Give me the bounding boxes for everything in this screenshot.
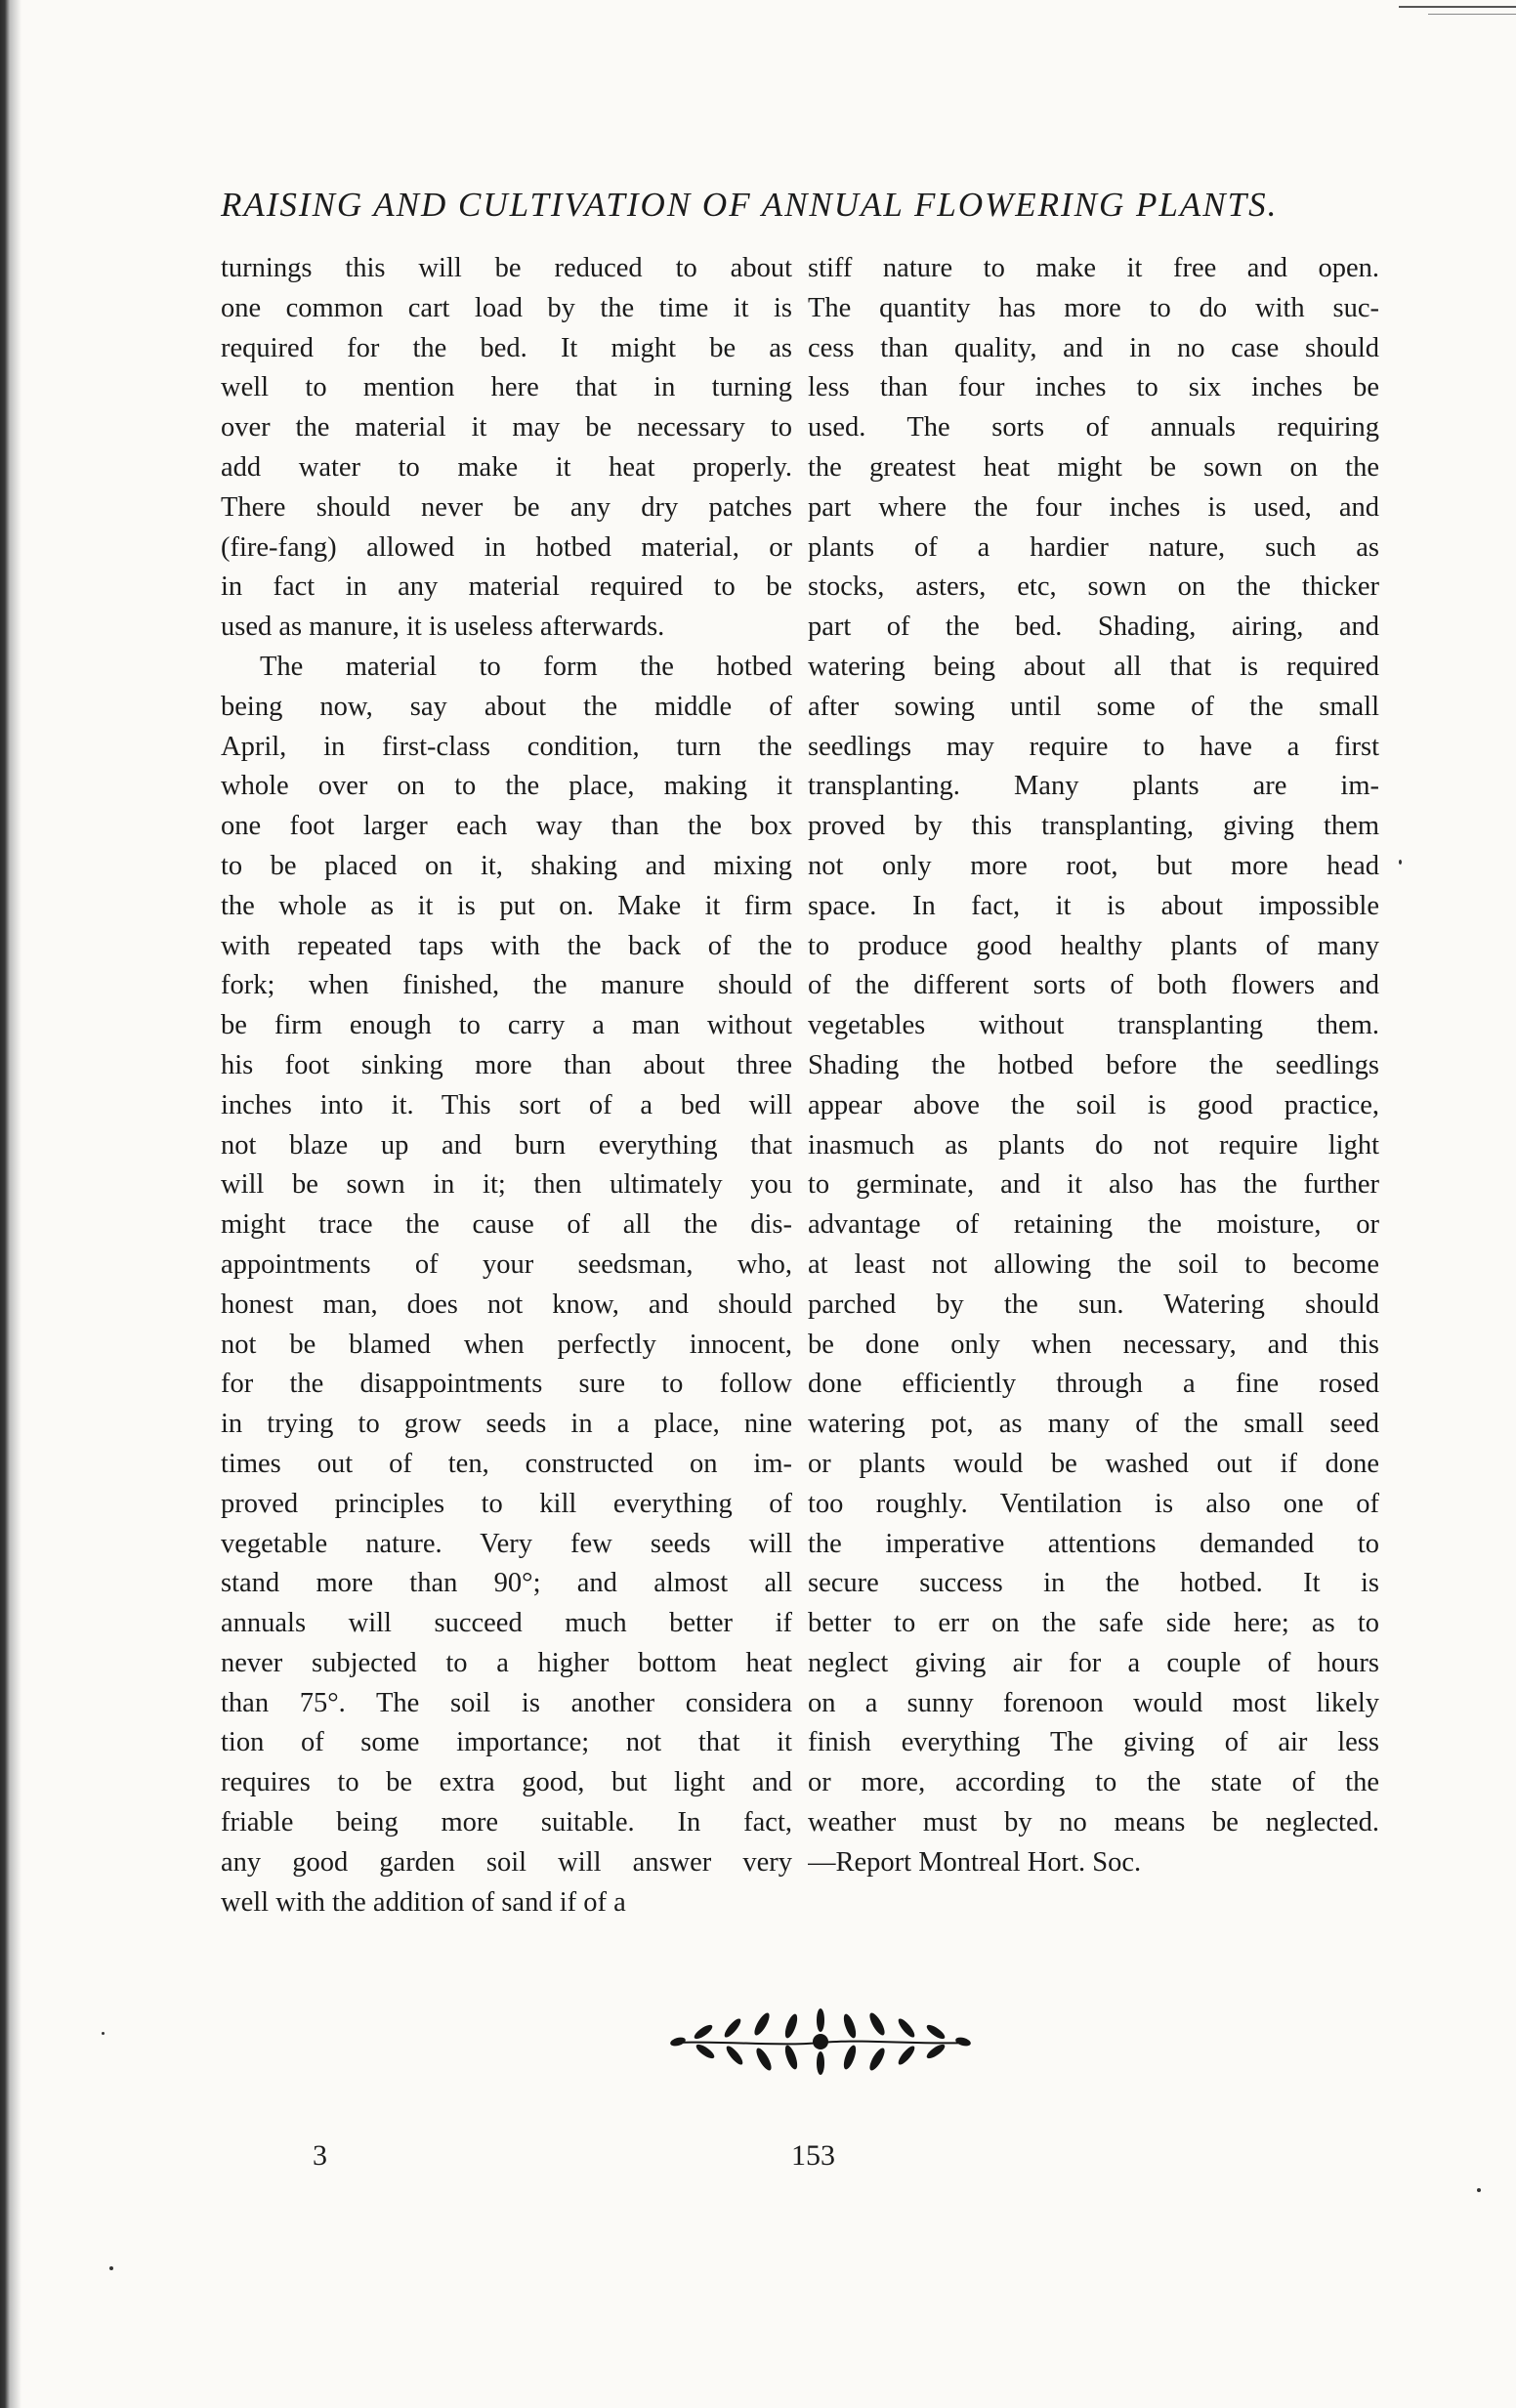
text-line: to be placed on it, shaking and mixing: [221, 850, 792, 881]
page-number: 153: [791, 2139, 835, 2172]
text-line: inasmuch as plants do not require light: [808, 1129, 1379, 1161]
text-line: appear above the soil is good practice,: [808, 1089, 1379, 1120]
text-line: be firm enough to carry a man without: [221, 1010, 792, 1041]
text-line: inches into it. This sort of a bed will: [221, 1089, 792, 1120]
text-line: weather must by no means be neglected.: [808, 1807, 1379, 1838]
text-line: secure success in the hotbed. It is: [808, 1568, 1379, 1599]
leaf-garland-ornament-icon: [664, 2003, 977, 2081]
text-line: The quantity has more to do with suc-: [808, 292, 1379, 323]
text-line: part where the four inches is used, and: [808, 491, 1379, 523]
text-line: to germinate, and it also has the further: [808, 1169, 1379, 1201]
print-speck: [109, 2266, 113, 2270]
text-line: at least not allowing the soil to become: [808, 1248, 1379, 1280]
text-line: (fire-fang) allowed in hotbed material, or: [221, 531, 792, 563]
text-line: vegetables without transplanting them.: [808, 1010, 1379, 1041]
text-line: might trace the cause of all the dis-: [221, 1209, 792, 1241]
text-line: part of the bed. Shading, airing, and: [808, 612, 1379, 643]
text-line: seedlings may require to have a first: [808, 731, 1379, 762]
text-line: vegetable nature. Very few seeds will: [221, 1528, 792, 1559]
text-line: watering pot, as many of the small seed: [808, 1409, 1379, 1440]
text-line: used as manure, it is useless afterwards.: [221, 612, 665, 643]
text-line: tion of some importance; not that it: [221, 1727, 792, 1758]
right-column: [808, 249, 1379, 1883]
text-line: one foot larger each way than the box: [221, 811, 792, 842]
text-line: parched by the sun. Watering should: [808, 1288, 1379, 1320]
top-rule-thin: [1428, 14, 1516, 15]
text-line: required for the bed. It might be as: [221, 332, 792, 363]
text-line: or plants would be washed out if done: [808, 1448, 1379, 1479]
text-line: Shading the hotbed before the seedlings: [808, 1049, 1379, 1080]
text-line: will be sown in it; then ultimately you: [221, 1169, 792, 1201]
text-line: friable being more suitable. In fact,: [221, 1807, 792, 1838]
text-line: neglect giving air for a couple of hours: [808, 1647, 1379, 1678]
text-line: April, in first-class condition, turn the: [221, 731, 792, 762]
text-line: requires to be extra good, but light and: [221, 1767, 792, 1798]
text-line: There should never be any dry patches: [221, 491, 792, 523]
text-line: to produce good healthy plants of many: [808, 930, 1379, 961]
text-line: —Report Montreal Hort. Soc.: [808, 1846, 1142, 1878]
text-line: honest man, does not know, and should: [221, 1288, 792, 1320]
top-rule: [1399, 6, 1516, 8]
text-line: the greatest heat might be sown on the: [808, 451, 1379, 483]
text-line: fork; when finished, the manure should: [221, 970, 792, 1001]
text-line: stocks, asters, etc, sown on the thicker: [808, 571, 1379, 603]
text-line: plants of a hardier nature, such as: [808, 531, 1379, 563]
text-line: space. In fact, it is about impossible: [808, 890, 1379, 921]
left-column: [221, 249, 792, 1922]
text-line: proved by this transplanting, giving them: [808, 811, 1379, 842]
text-line: in trying to grow seeds in a place, nine: [221, 1409, 792, 1440]
text-line: add water to make it heat properly.: [221, 451, 792, 483]
text-line: better to err on the safe side here; as to: [808, 1608, 1379, 1639]
text-line: proved principles to kill everything of: [221, 1488, 792, 1519]
print-speck: [1477, 2188, 1481, 2192]
text-line: over the material it may be necessary to: [221, 412, 792, 444]
text-line: well with the addition of sand if of a: [221, 1886, 626, 1918]
running-head: RAISING AND CULTIVATION OF ANNUAL FLOWERING PLANTS.: [221, 186, 1279, 224]
text-line: being now, say about the middle of: [221, 691, 792, 722]
text-line: annuals will succeed much better if: [221, 1608, 792, 1639]
text-line: watering being about all that is required: [808, 651, 1379, 682]
text-line: any good garden soil will answer very: [221, 1846, 792, 1878]
text-line: less than four inches to six inches be: [808, 372, 1379, 403]
text-line: or more, according to the state of the: [808, 1767, 1379, 1798]
text-line: well to mention here that in turning: [221, 372, 792, 403]
text-line: too roughly. Ventilation is also one of: [808, 1488, 1379, 1519]
text-line: never subjected to a higher bottom heat: [221, 1647, 792, 1678]
text-line: with repeated taps with the back of the: [221, 930, 792, 961]
text-line: his foot sinking more than about three: [221, 1049, 792, 1080]
text-line: one common cart load by the time it is: [221, 292, 792, 323]
text-line: whole over on to the place, making it: [221, 771, 792, 802]
signature-mark: 3: [313, 2139, 327, 2172]
text-line: than 75°. The soil is another considera: [221, 1687, 792, 1718]
text-line: times out of ten, constructed on im-: [221, 1448, 792, 1479]
text-line: advantage of retaining the moisture, or: [808, 1209, 1379, 1241]
text-line: after sowing until some of the small: [808, 691, 1379, 722]
text-line: cess than quality, and in no case should: [808, 332, 1379, 363]
text-line: for the disappointments sure to follow: [221, 1369, 792, 1400]
text-line: be done only when necessary, and this: [808, 1329, 1379, 1360]
text-line: not only more root, but more head: [808, 850, 1379, 881]
text-line: stand more than 90°; and almost all: [221, 1568, 792, 1599]
text-line: appointments of your seedsman, who,: [221, 1248, 792, 1280]
text-line: not be blamed when perfectly innocent,: [221, 1329, 792, 1360]
text-line: finish everything The giving of air less: [808, 1727, 1379, 1758]
print-speck: [102, 2032, 105, 2035]
text-line: done efficiently through a fine rosed: [808, 1369, 1379, 1400]
text-line: turnings this will be reduced to about: [221, 253, 792, 283]
text-line: stiff nature to make it free and open.: [808, 253, 1379, 283]
text-line: the imperative attentions demanded to: [808, 1528, 1379, 1559]
text-line: not blaze up and burn everything that: [221, 1129, 792, 1161]
text-line: The material to form the hotbed: [260, 651, 792, 682]
text-line: the whole as it is put on. Make it firm: [221, 890, 792, 921]
page-binding-edge: [0, 0, 21, 2408]
text-line: used. The sorts of annuals requiring: [808, 412, 1379, 444]
text-line: in fact in any material required to be: [221, 571, 792, 603]
text-line: on a sunny forenoon would most likely: [808, 1687, 1379, 1718]
print-speck: [1399, 860, 1402, 865]
text-line: of the different sorts of both flowers and: [808, 970, 1379, 1001]
text-line: transplanting. Many plants are im-: [808, 771, 1379, 802]
